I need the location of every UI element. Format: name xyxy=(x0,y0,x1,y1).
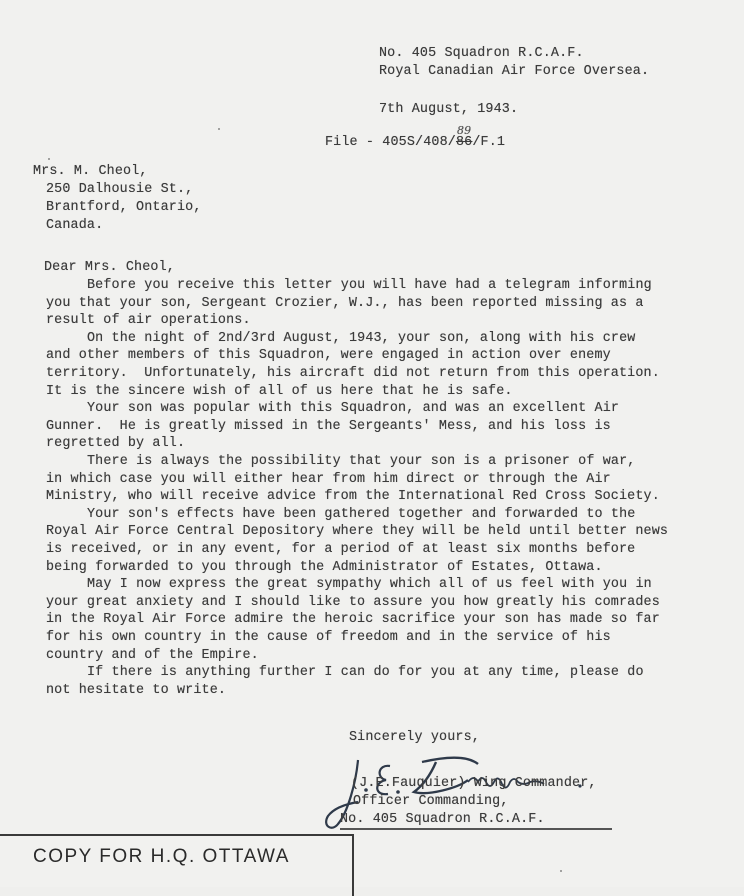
signer-role: Officer Commanding, xyxy=(353,794,509,809)
body-line: and other members of this Squadron, were engaged in action over enemy xyxy=(46,348,611,364)
file-prefix: File - 405S/408/ xyxy=(325,135,456,150)
body-line: not hesitate to write. xyxy=(46,682,227,698)
unit-heading: No. 405 Squadron R.C.A.F. xyxy=(379,46,584,61)
paper-speck xyxy=(48,158,50,160)
valediction: Sincerely yours, xyxy=(349,730,480,745)
body-line: for his own country in the cause of freedom and in the service of his xyxy=(46,630,611,645)
file-corrected-part xyxy=(455,124,473,150)
file-struck: 86 xyxy=(455,135,473,150)
body-line: being forwarded to you through the Administrator of Estates, Ottawa. xyxy=(46,559,603,575)
recipient-country: Canada. xyxy=(46,218,104,233)
body-line: Gunner. He is greatly missed in the Sergeants' Mess, and his loss is xyxy=(46,418,611,434)
body-line: Your son was popular with this Squadron, and was an excellent Air xyxy=(87,401,620,417)
body-line: If there is anything further I can do for you at any time, please do xyxy=(87,665,644,681)
recipient-city: Brantford, Ontario, xyxy=(46,200,202,215)
body-line: Ministry, who will receive advice from the International Red Cross Society. xyxy=(46,489,660,505)
paper-speck xyxy=(560,870,562,872)
signature-underline xyxy=(340,828,612,830)
body-line: May I now express the great sympathy which all of us feel with you in xyxy=(87,577,652,593)
recipient-name: Mrs. M. Cheol, xyxy=(33,164,148,179)
letter-date: 7th August, 1943. xyxy=(379,102,519,117)
paper-speck xyxy=(218,128,220,130)
body-line: in which case you will either hear from him direct or through the Air xyxy=(46,471,611,487)
salutation: Dear Mrs. Cheol, xyxy=(44,260,175,275)
body-line: There is always the possibility that your son is a prisoner of war, xyxy=(87,454,636,469)
file-suffix: /F.1 xyxy=(472,135,506,150)
file-correction: 89 xyxy=(456,124,472,137)
body-line: in the Royal Air Force admire the heroic sacrifice your son has made so far xyxy=(46,612,660,628)
service-heading: Royal Canadian Air Force Oversea. xyxy=(379,64,650,79)
signer-unit: No. 405 Squadron R.C.A.F. xyxy=(340,812,545,827)
body-line: country and of the Empire. xyxy=(46,647,259,663)
file-reference xyxy=(325,124,506,150)
body-line: regretted by all. xyxy=(46,436,186,452)
body-line: Before you receive this letter you will have had a telegram informing xyxy=(87,278,652,293)
body-line: territory. Unfortunately, his aircraft did not return from this operation. xyxy=(46,366,660,381)
body-line: It is the sincere wish of all of us here that he is safe. xyxy=(46,383,513,399)
body-line: result of air operations. xyxy=(46,313,251,329)
body-line: On the night of 2nd/3rd August, 1943, your son, along with his crew xyxy=(87,330,636,346)
body-line: Your son's effects have been gathered together and forwarded to the xyxy=(87,506,636,522)
body-line: your great anxiety and I should like to assure you how greatly his comrades xyxy=(46,594,660,610)
signer-name-title: (J.E.Fauquier) Wing Commander, xyxy=(351,776,597,791)
copy-stamp-text: COPY FOR H.Q. OTTAWA xyxy=(33,846,290,867)
body-line: is received, or in any event, for a period of at least six months before xyxy=(46,542,636,557)
body-line: you that your son, Sergeant Crozier, W.J., has been reported missing as a xyxy=(46,295,644,311)
recipient-street: 250 Dalhousie St., xyxy=(46,182,194,197)
body-line: Royal Air Force Central Depository where they will be held until better news xyxy=(46,524,669,540)
